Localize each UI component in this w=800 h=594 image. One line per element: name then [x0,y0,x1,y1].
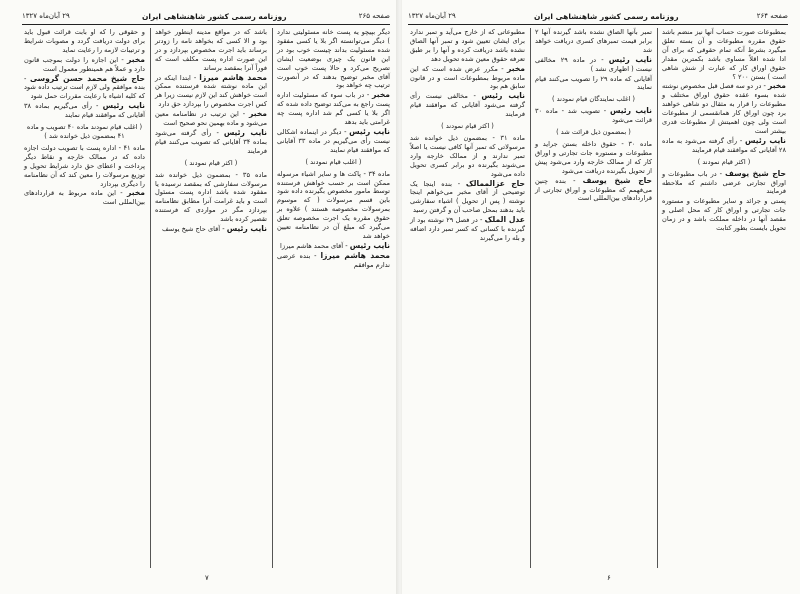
paragraph-text: - رأی گرفته می‌شود بماده ۳۴ آقایانی که تصویب می‌کنند قیام فرمایند [155,128,267,155]
column [155,28,267,235]
speaker-name: مخبر [372,90,390,100]
left-page [0,0,398,594]
centered-note [535,128,652,137]
paragraph-text: - ابتدا اینکه در این ماده نوشته شده فرستنده ممکن است خواهش کند این لازم نیست زیرا هر کس اجرت مخصوص را بپردازد حق دارد [155,73,267,109]
paragraph [535,177,652,204]
column [662,28,786,234]
centered-note [155,159,267,168]
speaker-name: مخبر [127,188,145,198]
paragraph [155,28,267,73]
header-rule [408,24,788,25]
paragraph-text: - این اجازه را دولت بموجب قانون دارد و عملاً هم همینطور معمول است [24,55,145,73]
paragraph-text: ( اغلب قیام نمودند ماده ۴۰ تصویب و ماده ۴۱ بمضمون ذیل خوانده شد ) [26,123,143,140]
paragraph-text: تمبر بآنها الصاق نشده باشد گیرنده آنها ۲ برابر قیمت تمبرهای کسری دریافت خواهد شد [535,28,652,54]
paragraph [155,129,267,156]
page-label: صفحه ۲۶۴ [756,12,788,20]
paragraph-text: باشد که در مواقع مدینه اینطور خواهد بود و الا کسی که بخواهد نامه را زودتر برساند باید اجرت مخصوص بپردازد و در این صورت اداره پست مکلف است که فوراً آنرا بمقصد برساند [155,28,267,72]
paragraph-text: ( اغلب نمایندگان قیام نمودند ) [551,95,635,104]
paragraph-text: - در ماده ۲۹ مخالفی نیست ( اظهاری نشد ) [535,55,652,73]
paragraph-text: - رأی گرفته می‌شود به ماده ۲۸ آقایانی که موافقند قیام فرمایند [662,136,786,154]
paragraph-text: ماده ۳۵ - بمضمون ذیل خوانده شد مرسولات سفارشی که بمقصد نرسیده یا مفقود شده باشد اداره پست مسئول است و باید غرامت آنرا مطابق نظامنامه بپردازد مگر در مواردی که فرستنده تقصیر کرده باشد [155,170,267,224]
speaker-name: مخبر [768,81,786,91]
paragraph-text: - این ترتیب در نظامنامه معین می‌شود و ماده بهمین نحو صحیح است [155,110,267,128]
paragraph [24,102,145,120]
centered-note [277,158,390,167]
centered-note [662,158,786,167]
speaker-name: نایب رئیس [102,101,146,111]
issue-date: ۲۹ آبان‌ماه ۱۳۲۷ [408,12,456,20]
paragraph-text: ( اکثر قیام نمودند ) [184,158,238,167]
paragraph-text: - در باب سوء که مسئولیت اداره پست راجع به می‌کند توضیح داده شده که اگر بلا یا کسی گم شد اداره پست چه غرامتی باید بدهد [277,91,390,127]
centered-note [410,122,525,131]
paragraph [24,56,145,74]
speaker-name: نایب رئیس [223,127,268,137]
speaker-name: حاج شیخ یوسف [582,175,653,185]
paragraph [24,75,145,102]
page-number: ۶ [607,574,611,582]
paragraph [155,171,267,224]
centered-note [535,95,652,104]
paragraph [662,197,786,233]
speaker-name: نایب رئیس [608,54,653,64]
speaker-name: حاج شیخ محمد حسن گروسی [29,73,146,83]
speaker-name: نایب رئیس [226,224,267,234]
page-header [22,9,390,23]
paragraph-text: ( اکثر قیام نمودند ) [697,157,751,166]
paragraph [155,225,267,234]
paragraph-text: - مخالفی نیست رأی گرفته می‌شود آقایانی که موافقند قیام فرمایند [410,92,525,119]
paragraph [277,28,390,90]
paragraph-text: و حقوقی را که او بابت قرائت قبول باید برای دولت دریافت گردد و مصوبات شرایط و ترتیبات لازمه را رعایت نماید [24,28,145,54]
page-label: صفحه ۲۶۵ [358,12,390,20]
paragraph-text: دیگر بپیچو یه پست خانه مسئولیتی ندارد ) دیگر می‌توانسته اگر بلا یا کسی مفقود شده مسئولیت بداند چیست خوب بود در این قانون یک چیزی بوضعیت ایشان تصریح می‌کرد و حالا پست خوب است آقای مخبر توضیح بدهند که در آنصورت ترتیب چه خواهد بود [277,28,390,90]
paragraph-text: - در فصل ۲۹ نوشته بود از گیرنده با کسانی که کسر تمبر دارد اضافه و بله را می‌گیرند [410,216,525,242]
paragraph-text: - آقای محمد هاشم میرزا [280,241,350,250]
page-header [408,9,788,23]
paragraph-text: مطبوعاتی که از خارج می‌آید و تمبر ندارد برای ایشان تعیین شود و تمبر آنها الصاق نشده باشد دریافت کرده و آنها را بر طبق تعرفه حقوق معین شده تحویل دهد [410,28,525,63]
paragraph-text: - بنده اینجا یک توضیحی از آقای مخبر می‌خواهم اینجا نوشته ( پس از تحویل ) اشیاء سفارشی باید بدهند بمحل صاحب آن و گرفتن رسید [410,179,525,215]
right-page [402,0,800,594]
paragraph-text: ( اغلب قیام نمودند ) [305,157,362,166]
speaker-name: مخبر [507,63,525,73]
column [410,28,525,244]
paragraph [662,170,786,197]
paragraph-text: ماده ۳۴ - پاکت ها و سایر اشیاء مرسوله ممکن است بر حسب خواهش فرستنده توسط مامور مخصوص بگیرنده داده شود باین قسم مرسولات ( که موسوم بمرسولات مخصوصه هستند ) علاوه بر حقوق مقرره یک اجرت مخصوصه تعلق می‌گیرد که مبلغ آن در نظامنامه تعیین خواهد شد [277,169,390,240]
paragraph-text: - تصویب شد - ماده ۳۰ قرائت می‌شود [535,107,652,125]
paragraph-text: - رأی می‌گیریم بماده ۳۸ آقایانی که موافقند قیام نمایند [24,102,145,120]
paragraph [155,74,267,110]
paragraph-text: آقایانی که ماده ۲۹ را تصویب می‌کنند قیام نمایند [535,74,653,92]
paragraph-text: ( بمضمون ذیل قرائت شد ) [556,128,631,137]
paragraph-text: - بنده موافقم ولی لازم است ترتیب داده شود که کلیه اشیاء با رعایت مقررات حمل شود [24,74,145,101]
speaker-name: نایب رئیس [609,106,652,116]
paragraph-text: - آقای حاج شیخ یوسف [161,225,227,234]
paragraph [535,56,652,74]
paragraph-text: ( اکثر قیام نمودند ) [441,122,494,131]
speaker-name: محمد هاشم میرزا [320,250,391,260]
speaker-name: نایب رئیس [481,91,525,101]
paragraph [662,137,786,155]
newspaper-title: روزنامه رسمی کشور شاهنشاهی ایران [533,11,679,21]
paragraph [24,144,145,189]
issue-date: ۲۹ آبان‌ماه ۱۳۲۷ [22,12,70,20]
paragraph [410,28,525,64]
paragraph [410,134,525,179]
paragraph [535,28,652,55]
paragraph-text: - این ماده مربوط به قراردادهای بین‌المللی است [24,189,145,207]
paragraph-text: - بنده چنین می‌فهمم که مطبوعات و اوراق تجارتی از قراردادهای بین‌المللی است [535,176,652,203]
speaker-name: نایب رئیس [745,135,786,145]
paragraph [410,92,525,119]
column-divider [272,28,273,568]
paragraph-text: - در دو سه فصل قبل مخصوص نوشته شده بسوء عقده حقوق اوراق مختلف و مطبوعات را قرار به مثقال دو شاهی خواهند برد چون اوراق کار همانقسمی از مطبوعات است ولی چون اهمیتش از مطبوعات قدری بیشتر است [662,82,786,135]
paragraph [155,110,267,128]
paragraph [410,180,525,216]
paragraph [662,28,786,81]
paragraph [277,128,390,155]
paragraph-text: - در باب مطبوعات و اوراق تجارتی عرضی داشتم که ملاحظه فرمایند [662,169,786,196]
paragraph [662,82,786,135]
paragraph-text: بمطبوعات صورت حساب آنها نیز منضم باشد حقوق مقرره مطبوعات و آن بسته تعلق میگیرد بشرط آنکه تمام حقوقی که برای آن ادا شده اقلاً مساوی باشد بکمترین مقدار حقوق اوراق کار که عبارت از شش شاهی است ) بستن ۲۰۰ ؟ [662,28,786,81]
paragraph [535,75,652,93]
paragraph [24,189,145,207]
paragraph [535,107,652,125]
speaker-name: محمد هاشم میرزا [199,72,267,82]
paragraph [24,28,145,55]
paragraph [535,140,652,176]
centered-note [24,123,145,141]
paragraph [277,242,390,251]
paragraph [410,216,525,243]
column-divider [150,28,151,568]
paragraph-text: ماده ۳۱ - بمضمون ذیل خوانده شد مرسولاتی که تمبر آنها کافی نیست یا اصلاً تمبر ندارند و از ممالک خارجه وارد می‌شوند بگیرنده دو برابر کسری تحویل داده می‌شود [410,133,525,178]
paragraph-text: پستی و جرائد و سایر مطبوعات و مستوره جات تجارتی و اوراق کار که محل اصلی و مقصد آنها در داخله مملکت باشد و در زمان تحویل بایست بطور کتابت [662,197,786,233]
speaker-name: نایب رئیس [349,126,390,136]
speaker-name: حاج شیخ یوسف [725,168,787,178]
page-number: ۷ [205,574,209,582]
column [24,28,145,208]
paragraph-text: - دیگر در اینماده اشکالی نیست رأی می‌گیریم در ماده ۳۳ آقایانی که موافقند قیام نمایند [277,127,390,154]
column [535,28,652,204]
speaker-name: مخبر [249,109,267,119]
header-rule [22,24,390,25]
paragraph [410,65,525,92]
paragraph [277,91,390,127]
column-divider [530,28,531,568]
paragraph [277,170,390,241]
newspaper-title: روزنامه رسمی کشور شاهنشاهی ایران [141,11,287,21]
paragraph-text: - مکرر عرض شده است که این ماده مربوط بمطبوعات است و در قانون سابق هم بود [410,64,525,91]
speaker-name: مخبر [127,54,145,64]
paragraph-text: - بنده عرضی ندارم موافقم [277,251,390,269]
paragraph [277,252,390,270]
column-divider [657,28,658,568]
speaker-name: عدل الملک [484,215,525,225]
column [277,28,390,271]
paragraph-text: ماده ۳۰ - حقوق داخله بستن جراید و مطبوعات و مستوره جات تجارتی و اوراق کار که از ممالک خارجه وارد می‌شود پیش از تحویل بگیرنده دریافت می‌شود [535,139,652,175]
speaker-name: حاج عزالممالک [465,178,525,188]
paragraph-text: ماده ۴۱ - اداره پست با تصویب دولت اجازه داده که در ممالک خارجه و نقاط دیگر پرداخت و اعطای حق دارد شرایط تحویل و توزیع مرسولات را معین کند که آن نظامنامه را دیگری بپردازد [24,143,145,188]
speaker-name: نایب رئیس [349,240,390,250]
